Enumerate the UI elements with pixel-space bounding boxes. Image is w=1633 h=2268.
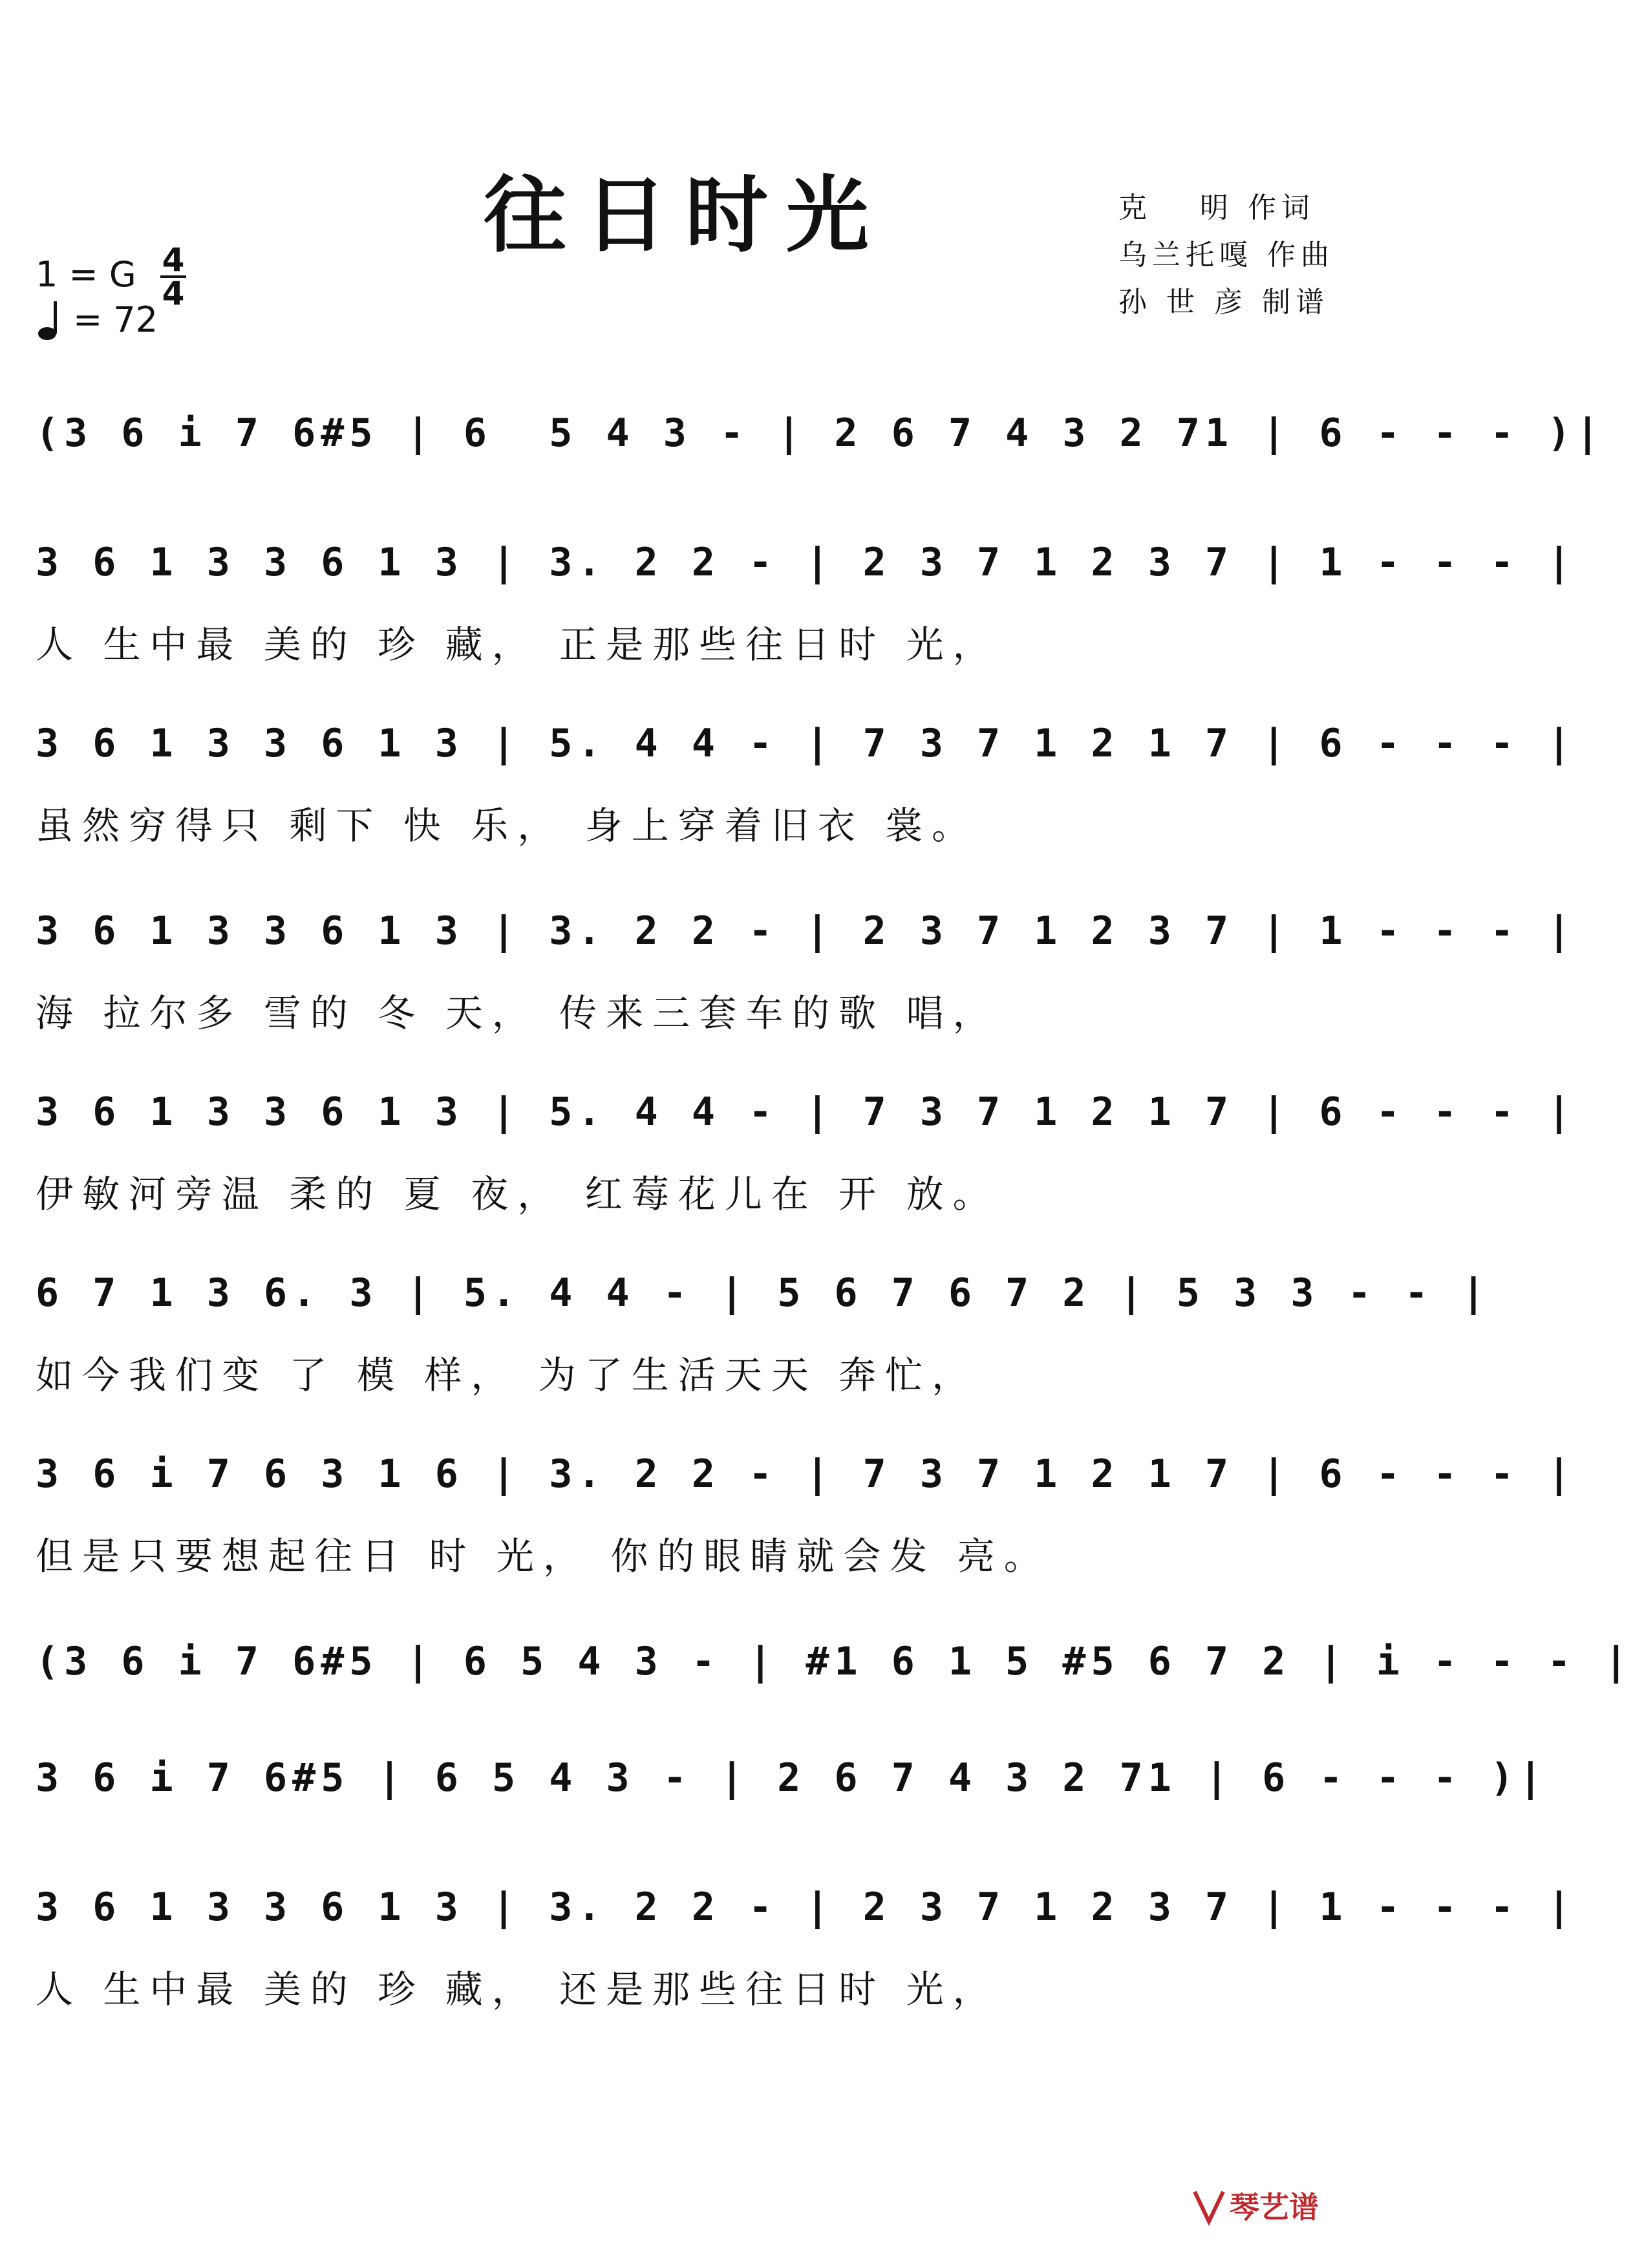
- notation-line: 3 6 1 3 3 6 1 3 | 3. 2 2 - | 2 3 7 1 2 3 7 | 1 - - - |: [36, 908, 1576, 954]
- notation-line: 3 6 1 3 3 6 1 3 | 5. 4 4 - | 7 3 7 1 2 1 7 | 6 - - - |: [36, 1089, 1576, 1135]
- song-title: 往日时光: [483, 167, 887, 264]
- lyric-line: 如今我们变 了 模 样， 为了生活天天 奔忙，: [36, 1353, 979, 1397]
- tempo-value: = 72: [73, 299, 158, 340]
- tempo-marking: [36, 297, 158, 343]
- score-meta: [36, 252, 158, 343]
- notation-line: 3 6 i 7 6 3 1 6 | 3. 2 2 - | 7 3 7 1 2 1 7 | 6 - - - |: [36, 1451, 1576, 1497]
- time-signature-bottom: 4: [162, 275, 185, 312]
- score-row: [36, 1448, 1576, 1578]
- lyric-line: 海 拉尔多 雪的 冬 天， 传来三套车的歌 唱，: [36, 991, 999, 1035]
- score-row: [36, 407, 1605, 485]
- notation-line: 3 6 1 3 3 6 1 3 | 3. 2 2 - | 2 3 7 1 2 3 7 | 1 - - - |: [36, 1885, 1576, 1930]
- notation-line: 3 6 1 3 3 6 1 3 | 5. 4 4 - | 7 3 7 1 2 1 7 | 6 - - - |: [36, 721, 1576, 766]
- notation-line: 6 7 1 3 6. 3 | 5. 4 4 - | 5 6 7 6 7 2 | 5 3 3 - - |: [36, 1270, 1491, 1316]
- notation-line: 3 6 1 3 3 6 1 3 | 3. 2 2 - | 2 3 7 1 2 3 7 | 1 - - - |: [36, 540, 1576, 585]
- transcriber-credit: 孙 世 彦 制谱: [1118, 286, 1329, 319]
- score-row: [36, 537, 1576, 667]
- time-signature-top: 4: [162, 241, 185, 279]
- credits-block: [1118, 184, 1351, 326]
- score-row: [36, 718, 1576, 848]
- score-row: [36, 1636, 1633, 1713]
- lyricist-credit: 克 明 作词: [1118, 191, 1315, 224]
- key-signature: 1 = G: [36, 254, 136, 295]
- score-row: [36, 1086, 1576, 1216]
- quarter-note-icon: [36, 299, 73, 341]
- notation-line: (3 6 i 7 6#5 | 6 5 4 3 - | #1 6 1 5 #5 6 7 2 | i - - - |: [36, 1639, 1633, 1684]
- lyric-line: 但是只要想起往日 时 光， 你的眼睛就会发 亮。: [36, 1534, 1051, 1578]
- score-row: [36, 1267, 1491, 1397]
- lyric-line: 伊敏河旁温 柔的 夏 夜， 红莓花儿在 开 放。: [36, 1172, 999, 1216]
- score-row: [36, 1881, 1576, 2011]
- lyric-line: 虽然穷得只 剩下 快 乐， 身上穿着旧衣 裳。: [36, 804, 979, 848]
- qinyipu-logo: [1190, 2184, 1345, 2229]
- notation-line: 3 6 i 7 6#5 | 6 5 4 3 - | 2 6 7 4 3 2 71 | 6 - - - )|: [36, 1755, 1548, 1801]
- lyric-line: 人 生中最 美的 珍 藏， 正是那些往日时 光，: [36, 623, 999, 667]
- composer-credit: 乌兰托嘎 作曲: [1118, 239, 1334, 272]
- logo-text: 琴艺谱: [1230, 2190, 1319, 2225]
- notation-line: (3 6 i 7 6#5 | 6 5 4 3 - | 2 6 7 4 3 2 71 | 6 - - - )|: [36, 411, 1605, 456]
- score-row: [36, 905, 1576, 1035]
- score-row: [36, 1752, 1548, 1830]
- lyric-line: 人 生中最 美的 珍 藏， 还是那些往日时 光，: [36, 1967, 999, 2011]
- time-signature: [160, 241, 186, 312]
